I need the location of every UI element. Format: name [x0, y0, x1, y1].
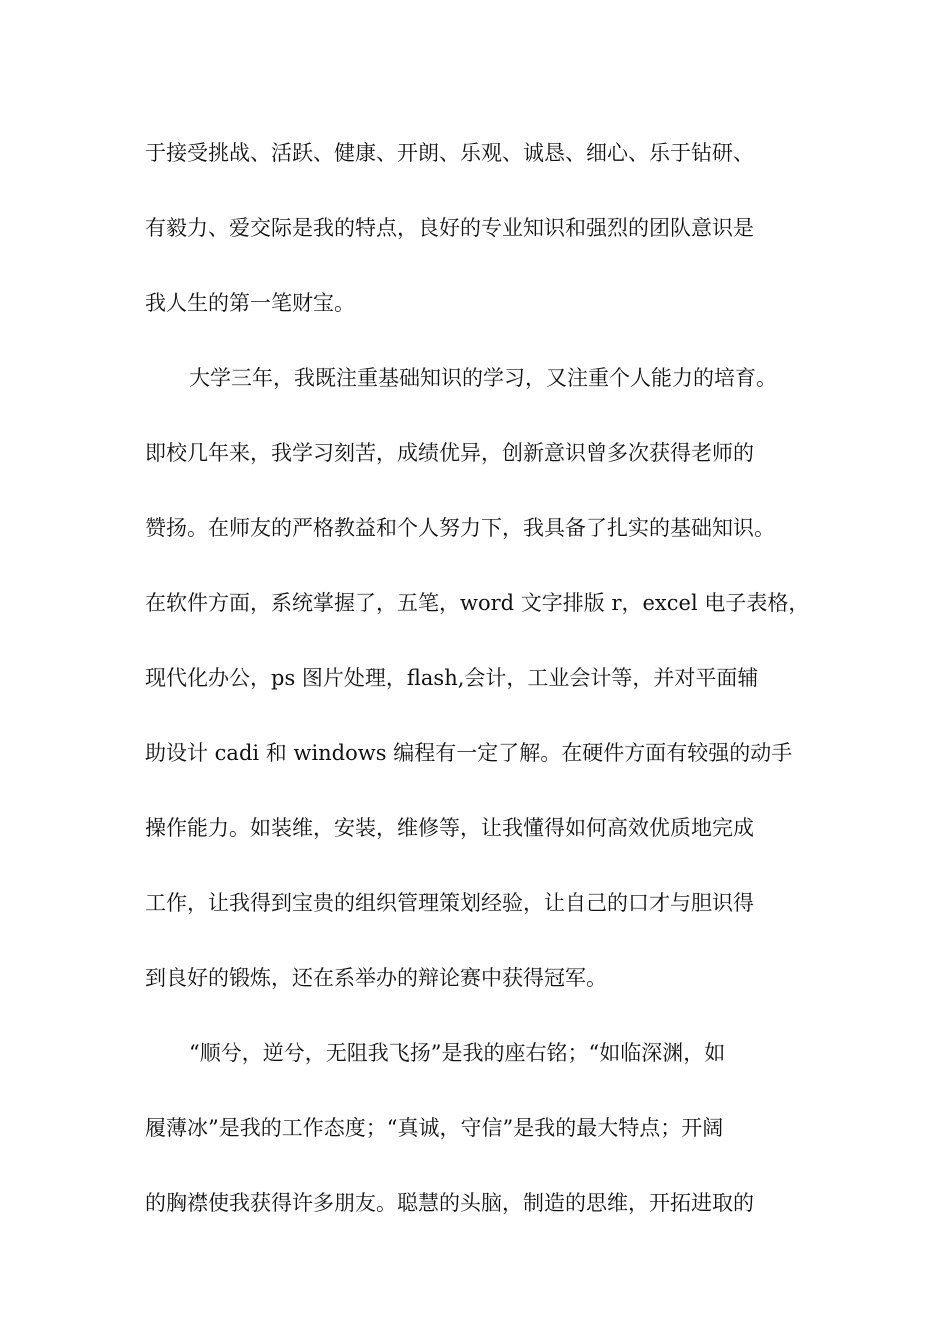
- body-text: [145, 128, 810, 1253]
- paragraph-start-line: “顺兮，逆兮，无阻我飞扬”是我的座右铭；“如临深渊，如: [189, 1041, 726, 1065]
- text-line: 现代化办公，ps 图片处理，flash,会计，工业会计等，并对平面辅: [145, 666, 759, 690]
- text-line: 的胸襟使我获得许多朋友。聪慧的头脑，制造的思维，开拓进取的: [145, 1191, 754, 1215]
- text-line: 工作，让我得到宝贵的组织管理策划经验，让自己的口才与胆识得: [145, 891, 754, 915]
- text-line: 即校几年来，我学习刻苦，成绩优异，创新意识曾多次获得老师的: [145, 441, 754, 465]
- text-line: 赞扬。在师友的严格教益和个人努力下，我具备了扎实的基础知识。: [145, 516, 775, 540]
- text-line: 我人生的第一笔财宝。: [145, 291, 355, 315]
- text-line: 到良好的锻炼，还在系举办的辩论赛中获得冠军。: [145, 966, 607, 990]
- text-line: 于接受挑战、活跃、健康、开朗、乐观、诚恳、细心、乐于钻研、: [145, 141, 754, 165]
- text-line: 助设计 cadi 和 windows 编程有一定了解。在硬件方面有较强的动手: [145, 741, 793, 765]
- text-line: 在软件方面，系统掌握了，五笔，word 文字排版 r，excel 电子表格，: [145, 591, 810, 615]
- text-line: 有毅力、爱交际是我的特点，良好的专业知识和强烈的团队意识是: [145, 216, 754, 240]
- text-line: 履薄冰”是我的工作态度；“真诚，守信”是我的最大特点；开阔: [145, 1116, 724, 1140]
- text-line: 操作能力。如装维，安装，维修等，让我懂得如何高效优质地完成: [145, 816, 754, 840]
- paragraph-start-line: 大学三年，我既注重基础知识的学习，又注重个人能力的培育。: [189, 366, 777, 390]
